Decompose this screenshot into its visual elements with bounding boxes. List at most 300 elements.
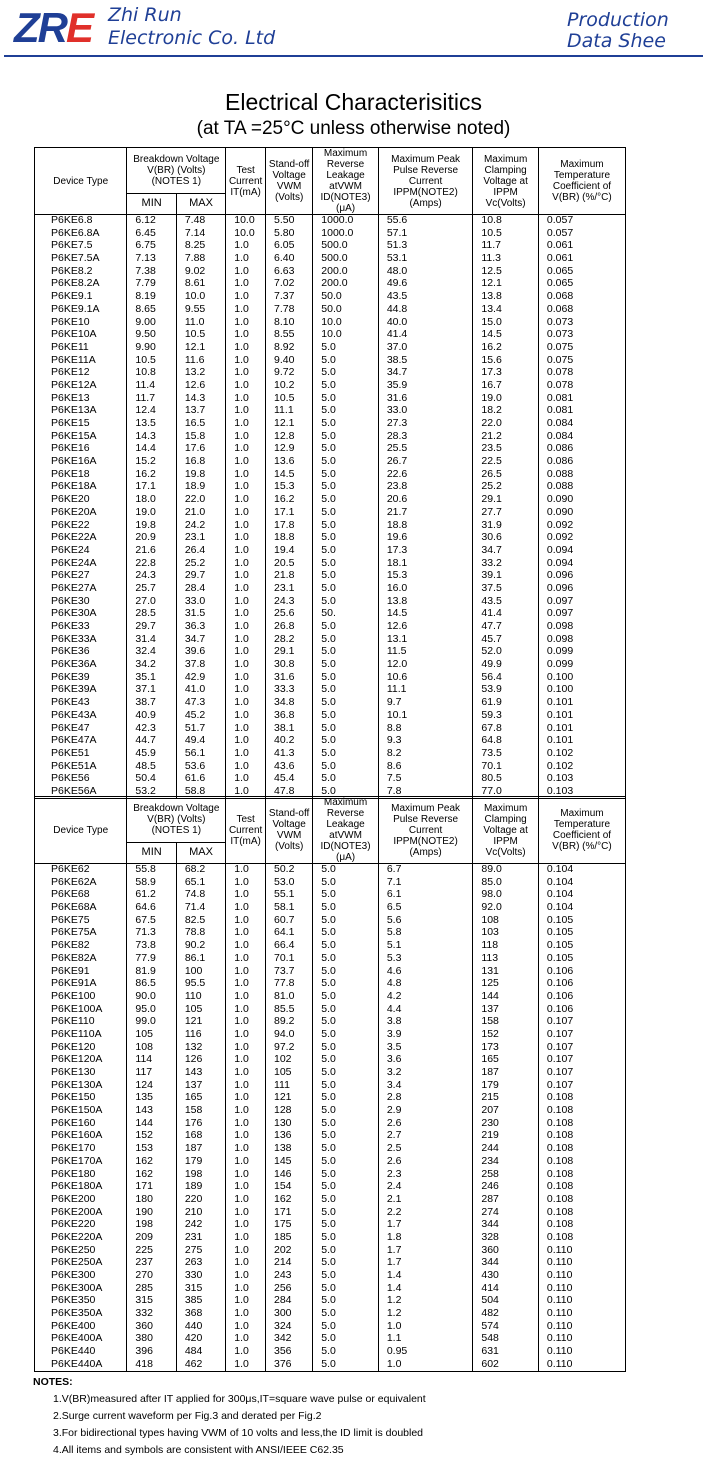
cell-standoff-voltage: 21.8 — [266, 570, 313, 583]
cell-temp-coefficient: 0.078 — [538, 379, 625, 392]
cell-temp-coefficient: 0.061 — [538, 240, 625, 253]
cell-clamping-voltage: 207 — [473, 1105, 539, 1118]
cell-peak-pulse-current: 1.2 — [378, 1308, 473, 1321]
cell-test-current: 1.0 — [226, 978, 266, 991]
cell-clamping-voltage: 31.9 — [473, 519, 539, 532]
cell-test-current: 10.0 — [226, 227, 266, 240]
cell-reverse-leakage: 5.0 — [313, 735, 379, 748]
cell-reverse-leakage: 5.0 — [313, 684, 379, 697]
cell-clamping-voltage: 49.9 — [473, 659, 539, 672]
cell-clamping-voltage: 230 — [473, 1117, 539, 1130]
document-type-line2: Data Shee — [567, 30, 666, 52]
cell-test-current: 1.0 — [226, 506, 266, 519]
cell-standoff-voltage: 12.8 — [266, 430, 313, 443]
cell-reverse-leakage: 5.0 — [313, 1105, 379, 1118]
cell-vbr-max: 189 — [176, 1181, 225, 1194]
cell-vbr-min: 162 — [127, 1155, 176, 1168]
cell-vbr-max: 100 — [176, 965, 225, 978]
cell-test-current: 1.0 — [226, 709, 266, 722]
cell-device-type: P6KE160A — [35, 1130, 127, 1143]
cell-temp-coefficient: 0.110 — [538, 1295, 625, 1308]
cell-clamping-voltage: 14.5 — [473, 329, 539, 342]
cell-temp-coefficient: 0.081 — [538, 405, 625, 418]
cell-vbr-max: 7.48 — [176, 215, 225, 228]
cell-vbr-max: 210 — [176, 1206, 225, 1219]
cell-standoff-voltage: 85.5 — [266, 1003, 313, 1016]
cell-vbr-max: 41.0 — [176, 684, 225, 697]
cell-vbr-min: 11.7 — [127, 392, 176, 405]
cell-peak-pulse-current: 1.7 — [378, 1244, 473, 1257]
cell-vbr-min: 225 — [127, 1244, 176, 1257]
cell-clamping-voltage: 23.5 — [473, 443, 539, 456]
cell-peak-pulse-current: 2.1 — [378, 1193, 473, 1206]
cell-standoff-voltage: 8.92 — [266, 341, 313, 354]
cell-vbr-max: 28.4 — [176, 582, 225, 595]
cell-vbr-min: 55.8 — [127, 864, 176, 877]
table-row — [35, 1308, 626, 1321]
document-type — [567, 10, 707, 52]
cell-reverse-leakage: 5.0 — [313, 927, 379, 940]
cell-device-type: P6KE91A — [35, 978, 127, 991]
cell-vbr-min: 117 — [127, 1067, 176, 1080]
cell-vbr-max: 220 — [176, 1193, 225, 1206]
cell-standoff-voltage: 77.8 — [266, 978, 313, 991]
cell-test-current: 1.0 — [226, 341, 266, 354]
cell-device-type: P6KE8.2 — [35, 265, 127, 278]
cell-reverse-leakage: 5.0 — [313, 430, 379, 443]
cell-peak-pulse-current: 44.8 — [378, 303, 473, 316]
page-header — [0, 0, 707, 60]
cell-vbr-min: 73.8 — [127, 940, 176, 953]
cell-standoff-voltage: 6.63 — [266, 265, 313, 278]
cell-vbr-min: 14.3 — [127, 430, 176, 443]
cell-vbr-min: 42.3 — [127, 722, 176, 735]
cell-temp-coefficient: 0.099 — [538, 659, 625, 672]
cell-reverse-leakage: 5.0 — [313, 367, 379, 380]
cell-standoff-voltage: 26.8 — [266, 621, 313, 634]
cell-reverse-leakage: 5.0 — [313, 940, 379, 953]
cell-vbr-min: 198 — [127, 1219, 176, 1232]
cell-standoff-voltage: 7.78 — [266, 303, 313, 316]
col-test-current: Test Current IT(mA) — [226, 148, 266, 215]
cell-reverse-leakage: 5.0 — [313, 354, 379, 367]
cell-temp-coefficient: 0.103 — [538, 785, 625, 798]
company-name — [108, 4, 275, 50]
cell-test-current: 1.0 — [226, 329, 266, 342]
cell-vbr-max: 37.8 — [176, 659, 225, 672]
cell-test-current: 1.0 — [226, 265, 266, 278]
cell-device-type: P6KE30 — [35, 595, 127, 608]
cell-vbr-max: 45.2 — [176, 709, 225, 722]
cell-standoff-voltage: 6.40 — [266, 253, 313, 266]
cell-clamping-voltage: 25.2 — [473, 481, 539, 494]
cell-test-current: 1.0 — [226, 595, 266, 608]
cell-temp-coefficient: 0.092 — [538, 519, 625, 532]
cell-standoff-voltage: 94.0 — [266, 1028, 313, 1041]
cell-vbr-max: 420 — [176, 1333, 225, 1346]
cell-reverse-leakage: 5.0 — [313, 582, 379, 595]
cell-standoff-voltage: 66.4 — [266, 940, 313, 953]
cell-vbr-max: 330 — [176, 1270, 225, 1283]
cell-vbr-min: 124 — [127, 1079, 176, 1092]
cell-device-type: P6KE16 — [35, 443, 127, 456]
cell-standoff-voltage: 9.72 — [266, 367, 313, 380]
cell-vbr-min: 153 — [127, 1143, 176, 1156]
cell-clamping-voltage: 47.7 — [473, 621, 539, 634]
cell-vbr-min: 180 — [127, 1193, 176, 1206]
cell-peak-pulse-current: 13.8 — [378, 595, 473, 608]
table-row — [35, 468, 626, 481]
cell-peak-pulse-current: 26.7 — [378, 456, 473, 469]
cell-reverse-leakage: 5.0 — [313, 1257, 379, 1270]
cell-test-current: 1.0 — [226, 481, 266, 494]
cell-standoff-voltage: 70.1 — [266, 952, 313, 965]
cell-reverse-leakage: 5.0 — [313, 1003, 379, 1016]
cell-temp-coefficient: 0.106 — [538, 1003, 625, 1016]
cell-test-current: 1.0 — [226, 1041, 266, 1054]
cell-test-current: 1.0 — [226, 570, 266, 583]
cell-vbr-min: 270 — [127, 1270, 176, 1283]
cell-temp-coefficient: 0.108 — [538, 1231, 625, 1244]
cell-device-type: P6KE400 — [35, 1320, 127, 1333]
cell-device-type: P6KE75A — [35, 927, 127, 940]
cell-peak-pulse-current: 4.4 — [378, 1003, 473, 1016]
cell-peak-pulse-current: 5.8 — [378, 927, 473, 940]
cell-reverse-leakage: 5.0 — [313, 760, 379, 773]
cell-standoff-voltage: 121 — [266, 1092, 313, 1105]
cell-vbr-min: 380 — [127, 1333, 176, 1346]
cell-device-type: P6KE51 — [35, 747, 127, 760]
cell-test-current: 1.0 — [226, 1155, 266, 1168]
cell-temp-coefficient: 0.102 — [538, 760, 625, 773]
table-row — [35, 1346, 626, 1359]
cell-temp-coefficient: 0.108 — [538, 1143, 625, 1156]
cell-standoff-voltage: 28.2 — [266, 633, 313, 646]
cell-vbr-min: 90.0 — [127, 990, 176, 1003]
cell-standoff-voltage: 12.9 — [266, 443, 313, 456]
cell-test-current: 1.0 — [226, 940, 266, 953]
cell-standoff-voltage: 8.10 — [266, 316, 313, 329]
table-row — [35, 1067, 626, 1080]
cell-vbr-min: 81.9 — [127, 965, 176, 978]
cell-peak-pulse-current: 14.5 — [378, 608, 473, 621]
cell-reverse-leakage: 5.0 — [313, 1308, 379, 1321]
cell-vbr-min: 86.5 — [127, 978, 176, 991]
cell-standoff-voltage: 29.1 — [266, 646, 313, 659]
cell-clamping-voltage: 12.1 — [473, 278, 539, 291]
table-row — [35, 1054, 626, 1067]
cell-test-current: 1.0 — [226, 1092, 266, 1105]
cell-vbr-min: 108 — [127, 1041, 176, 1054]
cell-temp-coefficient: 0.057 — [538, 227, 625, 240]
table-row — [35, 481, 626, 494]
cell-device-type: P6KE250 — [35, 1244, 127, 1257]
cell-peak-pulse-current: 1.8 — [378, 1231, 473, 1244]
cell-vbr-max: 47.3 — [176, 697, 225, 710]
cell-temp-coefficient: 0.108 — [538, 1181, 625, 1194]
table-row — [35, 722, 626, 735]
cell-reverse-leakage: 50.0 — [313, 303, 379, 316]
cell-vbr-min: 7.13 — [127, 253, 176, 266]
cell-standoff-voltage: 19.4 — [266, 544, 313, 557]
cell-test-current: 1.0 — [226, 240, 266, 253]
cell-test-current: 10.0 — [226, 215, 266, 228]
cell-clamping-voltage: 11.7 — [473, 240, 539, 253]
cell-vbr-min: 237 — [127, 1257, 176, 1270]
cell-temp-coefficient: 0.110 — [538, 1320, 625, 1333]
cell-test-current: 1.0 — [226, 1206, 266, 1219]
cell-standoff-voltage: 171 — [266, 1206, 313, 1219]
cell-test-current: 1.0 — [226, 1105, 266, 1118]
cell-peak-pulse-current: 1.7 — [378, 1219, 473, 1232]
cell-peak-pulse-current: 1.1 — [378, 1333, 473, 1346]
cell-reverse-leakage: 5.0 — [313, 1219, 379, 1232]
cell-temp-coefficient: 0.092 — [538, 532, 625, 545]
cell-standoff-voltage: 102 — [266, 1054, 313, 1067]
cell-peak-pulse-current: 2.8 — [378, 1092, 473, 1105]
table-row — [35, 582, 626, 595]
cell-vbr-max: 22.0 — [176, 494, 225, 507]
cell-reverse-leakage: 10.0 — [313, 329, 379, 342]
cell-vbr-min: 44.7 — [127, 735, 176, 748]
table-row — [35, 1295, 626, 1308]
characteristics-table-2 — [34, 796, 626, 1372]
cell-standoff-voltage: 18.8 — [266, 532, 313, 545]
cell-vbr-max: 42.9 — [176, 671, 225, 684]
cell-clamping-voltage: 17.3 — [473, 367, 539, 380]
table-row — [35, 430, 626, 443]
cell-vbr-max: 121 — [176, 1016, 225, 1029]
cell-temp-coefficient: 0.105 — [538, 914, 625, 927]
cell-vbr-max: 126 — [176, 1054, 225, 1067]
cell-device-type: P6KE33A — [35, 633, 127, 646]
cell-device-type: P6KE68 — [35, 889, 127, 902]
cell-peak-pulse-current: 15.3 — [378, 570, 473, 583]
cell-test-current: 1.0 — [226, 659, 266, 672]
cell-peak-pulse-current: 0.95 — [378, 1346, 473, 1359]
cell-peak-pulse-current: 9.3 — [378, 735, 473, 748]
cell-clamping-voltage: 22.5 — [473, 456, 539, 469]
cell-reverse-leakage: 5.0 — [313, 557, 379, 570]
cell-vbr-max: 16.8 — [176, 456, 225, 469]
cell-device-type: P6KE27 — [35, 570, 127, 583]
cell-standoff-voltage: 97.2 — [266, 1041, 313, 1054]
cell-peak-pulse-current: 10.1 — [378, 709, 473, 722]
col-clamping-voltage: Maximum Clamping Voltage at IPPM Vc(Volts) — [473, 797, 539, 864]
cell-clamping-voltage: 34.7 — [473, 544, 539, 557]
cell-temp-coefficient: 0.075 — [538, 341, 625, 354]
cell-temp-coefficient: 0.108 — [538, 1219, 625, 1232]
cell-device-type: P6KE27A — [35, 582, 127, 595]
cell-vbr-max: 110 — [176, 990, 225, 1003]
cell-standoff-voltage: 138 — [266, 1143, 313, 1156]
cell-temp-coefficient: 0.097 — [538, 595, 625, 608]
table-row — [35, 392, 626, 405]
table-row — [35, 633, 626, 646]
col-device-type: Device Type — [35, 148, 127, 215]
cell-standoff-voltage: 6.05 — [266, 240, 313, 253]
cell-clamping-voltage: 108 — [473, 914, 539, 927]
cell-vbr-max: 33.0 — [176, 595, 225, 608]
cell-clamping-voltage: 131 — [473, 965, 539, 978]
cell-clamping-voltage: 98.0 — [473, 889, 539, 902]
cell-reverse-leakage: 5.0 — [313, 1067, 379, 1080]
cell-vbr-min: 64.6 — [127, 902, 176, 915]
cell-standoff-voltage: 356 — [266, 1346, 313, 1359]
cell-reverse-leakage: 5.0 — [313, 506, 379, 519]
cell-peak-pulse-current: 19.6 — [378, 532, 473, 545]
cell-test-current: 1.0 — [226, 418, 266, 431]
page-title: Electrical Characterisitics — [225, 89, 482, 115]
cell-test-current: 1.0 — [226, 889, 266, 902]
cell-device-type: P6KE51A — [35, 760, 127, 773]
table-row — [35, 1016, 626, 1029]
cell-reverse-leakage: 5.0 — [313, 1181, 379, 1194]
cell-vbr-max: 29.7 — [176, 570, 225, 583]
cell-device-type: P6KE7.5 — [35, 240, 127, 253]
cell-vbr-min: 16.2 — [127, 468, 176, 481]
cell-peak-pulse-current: 8.8 — [378, 722, 473, 735]
cell-temp-coefficient: 0.097 — [538, 608, 625, 621]
cell-vbr-min: 37.1 — [127, 684, 176, 697]
cell-peak-pulse-current: 41.4 — [378, 329, 473, 342]
cell-temp-coefficient: 0.105 — [538, 927, 625, 940]
cell-reverse-leakage: 10.0 — [313, 316, 379, 329]
cell-peak-pulse-current: 2.4 — [378, 1181, 473, 1194]
table-row — [35, 1130, 626, 1143]
cell-vbr-min: 9.50 — [127, 329, 176, 342]
cell-clamping-voltage: 15.0 — [473, 316, 539, 329]
cell-peak-pulse-current: 3.6 — [378, 1054, 473, 1067]
cell-peak-pulse-current: 4.8 — [378, 978, 473, 991]
cell-test-current: 1.0 — [226, 1117, 266, 1130]
cell-device-type: P6KE300A — [35, 1282, 127, 1295]
cell-clamping-voltage: 631 — [473, 1346, 539, 1359]
cell-vbr-max: 19.8 — [176, 468, 225, 481]
cell-clamping-voltage: 43.5 — [473, 595, 539, 608]
cell-peak-pulse-current: 1.4 — [378, 1282, 473, 1295]
cell-test-current: 1.0 — [226, 1308, 266, 1321]
cell-standoff-voltage: 17.8 — [266, 519, 313, 532]
cell-reverse-leakage: 5.0 — [313, 1168, 379, 1181]
cell-clamping-voltage: 344 — [473, 1219, 539, 1232]
cell-test-current: 1.0 — [226, 1143, 266, 1156]
cell-temp-coefficient: 0.065 — [538, 265, 625, 278]
cell-vbr-max: 9.02 — [176, 265, 225, 278]
table-row — [35, 760, 626, 773]
cell-reverse-leakage: 5.0 — [313, 1358, 379, 1371]
cell-vbr-max: 16.5 — [176, 418, 225, 431]
cell-temp-coefficient: 0.108 — [538, 1168, 625, 1181]
cell-reverse-leakage: 5.0 — [313, 379, 379, 392]
cell-vbr-min: 9.00 — [127, 316, 176, 329]
cell-device-type: P6KE39 — [35, 671, 127, 684]
cell-device-type: P6KE170A — [35, 1155, 127, 1168]
cell-test-current: 1.0 — [226, 1346, 266, 1359]
cell-vbr-min: 31.4 — [127, 633, 176, 646]
cell-vbr-max: 71.4 — [176, 902, 225, 915]
cell-reverse-leakage: 5.0 — [313, 1282, 379, 1295]
cell-vbr-min: 6.75 — [127, 240, 176, 253]
cell-vbr-min: 315 — [127, 1295, 176, 1308]
cell-reverse-leakage: 5.0 — [313, 952, 379, 965]
cell-standoff-voltage: 175 — [266, 1219, 313, 1232]
cell-clamping-voltage: 165 — [473, 1054, 539, 1067]
cell-clamping-voltage: 602 — [473, 1358, 539, 1371]
cell-vbr-max: 484 — [176, 1346, 225, 1359]
cell-standoff-voltage: 146 — [266, 1168, 313, 1181]
cell-standoff-voltage: 284 — [266, 1295, 313, 1308]
cell-clamping-voltage: 26.5 — [473, 468, 539, 481]
table-row — [35, 1244, 626, 1257]
cell-standoff-voltage: 40.2 — [266, 735, 313, 748]
table-row — [35, 978, 626, 991]
table-row — [35, 544, 626, 557]
cell-device-type: P6KE18 — [35, 468, 127, 481]
cell-peak-pulse-current: 9.7 — [378, 697, 473, 710]
cell-standoff-voltage: 111 — [266, 1079, 313, 1092]
company-name-line2: Electronic Co. Ltd — [108, 27, 276, 49]
cell-test-current: 1.0 — [226, 747, 266, 760]
cell-clamping-voltage: 179 — [473, 1079, 539, 1092]
cell-temp-coefficient: 0.061 — [538, 253, 625, 266]
cell-test-current: 1.0 — [226, 316, 266, 329]
cell-temp-coefficient: 0.099 — [538, 646, 625, 659]
cell-vbr-max: 440 — [176, 1320, 225, 1333]
cell-clamping-voltage: 244 — [473, 1143, 539, 1156]
cell-device-type: P6KE220 — [35, 1219, 127, 1232]
cell-temp-coefficient: 0.110 — [538, 1346, 625, 1359]
cell-vbr-min: 35.1 — [127, 671, 176, 684]
cell-vbr-max: 31.5 — [176, 608, 225, 621]
cell-standoff-voltage: 16.2 — [266, 494, 313, 507]
cell-reverse-leakage: 200.0 — [313, 265, 379, 278]
cell-reverse-leakage: 5.0 — [313, 889, 379, 902]
cell-test-current: 1.0 — [226, 990, 266, 1003]
cell-temp-coefficient: 0.110 — [538, 1333, 625, 1346]
cell-device-type: P6KE9.1A — [35, 303, 127, 316]
cell-reverse-leakage: 5.0 — [313, 621, 379, 634]
cell-clamping-voltage: 29.1 — [473, 494, 539, 507]
cell-temp-coefficient: 0.108 — [538, 1206, 625, 1219]
cell-vbr-min: 19.8 — [127, 519, 176, 532]
cell-standoff-voltage: 14.5 — [266, 468, 313, 481]
table-2-body — [35, 864, 626, 1372]
cell-clamping-voltage: 56.4 — [473, 671, 539, 684]
cell-reverse-leakage: 5.0 — [313, 341, 379, 354]
cell-test-current: 1.0 — [226, 1181, 266, 1194]
cell-peak-pulse-current: 5.3 — [378, 952, 473, 965]
cell-vbr-max: 18.9 — [176, 481, 225, 494]
cell-device-type: P6KE30A — [35, 608, 127, 621]
cell-vbr-min: 6.45 — [127, 227, 176, 240]
cell-device-type: P6KE350A — [35, 1308, 127, 1321]
col-breakdown-voltage: Breakdown Voltage V(BR) (Volts)(NOTES 1) — [127, 797, 226, 843]
cell-device-type: P6KE91 — [35, 965, 127, 978]
cell-peak-pulse-current: 40.0 — [378, 316, 473, 329]
cell-clamping-voltage: 80.5 — [473, 773, 539, 786]
cell-temp-coefficient: 0.073 — [538, 329, 625, 342]
cell-reverse-leakage: 5.0 — [313, 443, 379, 456]
cell-reverse-leakage: 5.0 — [313, 646, 379, 659]
cell-reverse-leakage: 5.0 — [313, 1054, 379, 1067]
cell-clamping-voltage: 64.8 — [473, 735, 539, 748]
cell-clamping-voltage: 15.6 — [473, 354, 539, 367]
note-3: 3.For bidirectional types having VWM of 10 volts and less,the ID limit is doubled — [53, 1427, 424, 1439]
cell-clamping-voltage: 10.8 — [473, 215, 539, 228]
cell-temp-coefficient: 0.098 — [538, 633, 625, 646]
cell-device-type: P6KE180 — [35, 1168, 127, 1181]
